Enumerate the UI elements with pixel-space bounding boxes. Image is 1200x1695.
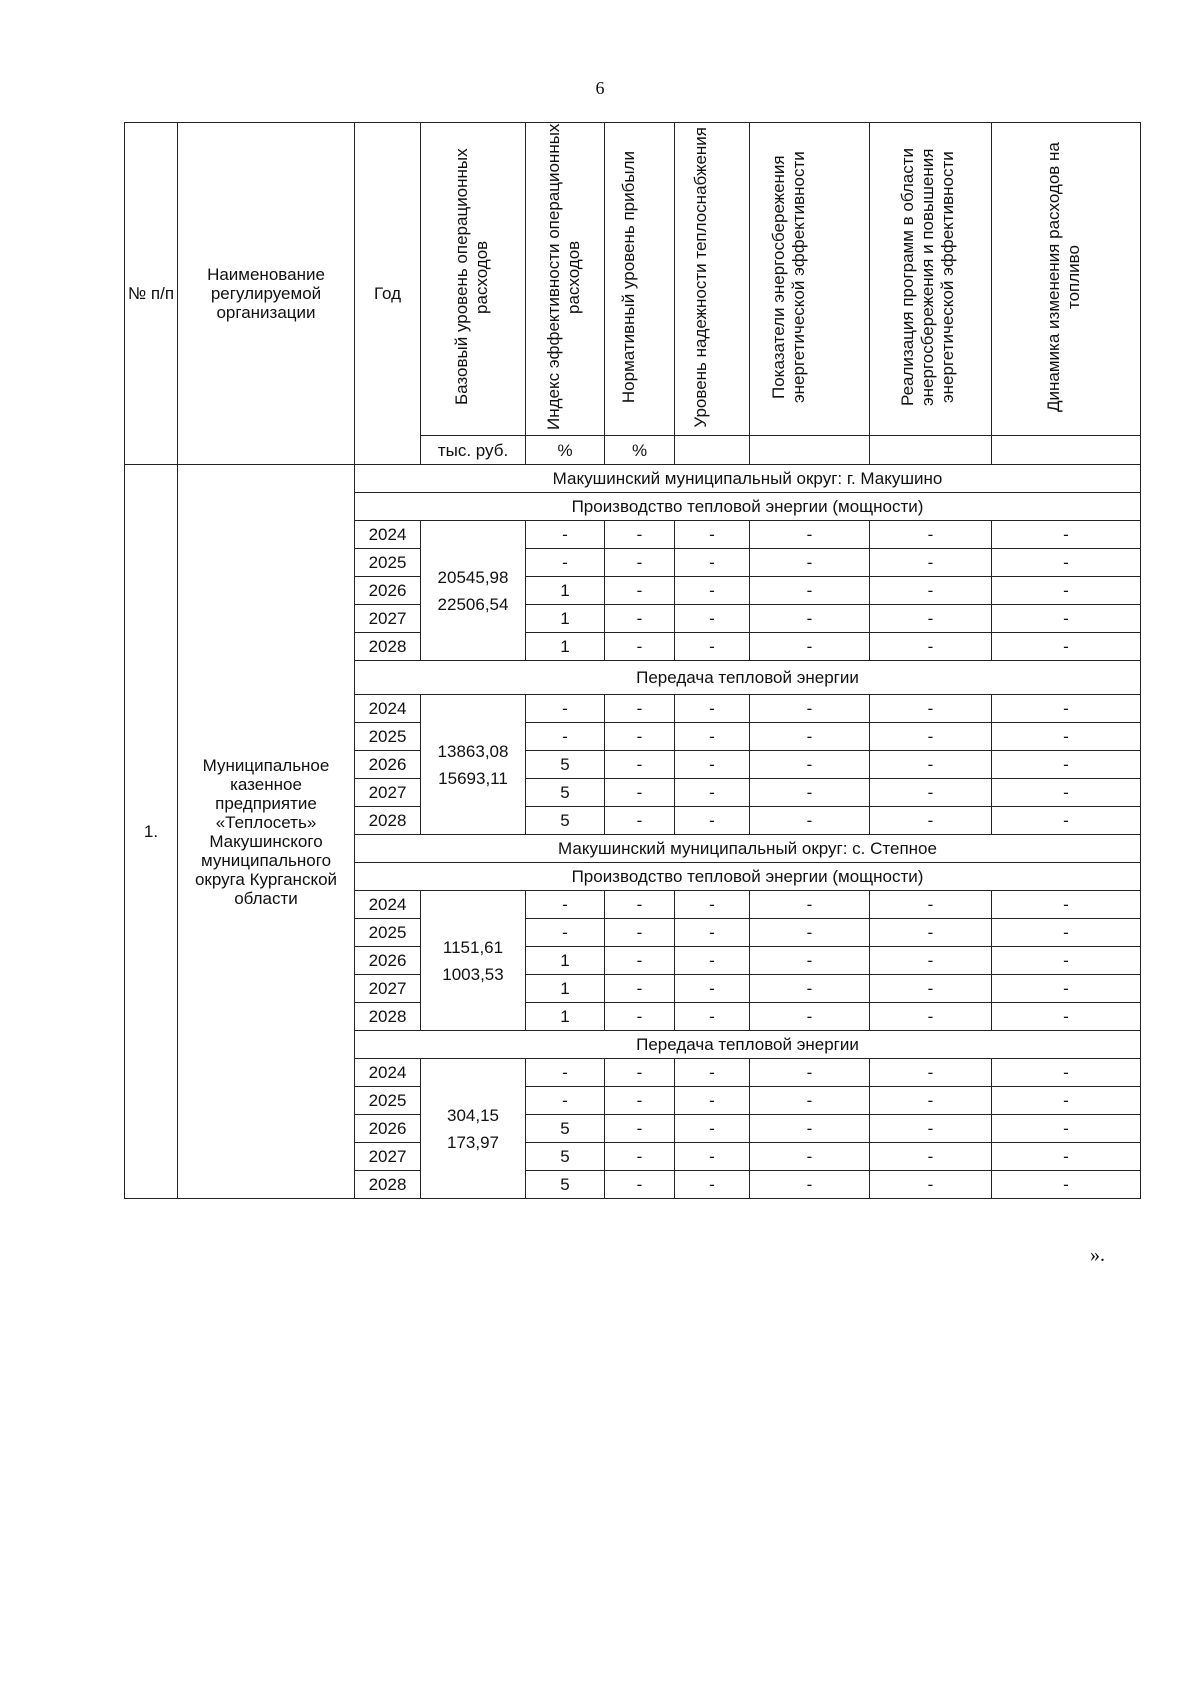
index-cell: - xyxy=(526,1087,605,1115)
dash-cell: - xyxy=(870,947,992,975)
dash-cell: - xyxy=(750,779,870,807)
index-cell: - xyxy=(526,695,605,723)
index-cell: 1 xyxy=(526,633,605,661)
section-title: Передача тепловой энергии xyxy=(355,1031,1141,1059)
dash-cell: - xyxy=(992,521,1141,549)
header-year: Год xyxy=(355,123,421,465)
regulation-table xyxy=(124,122,1141,1199)
base-cost-value: 173,97 xyxy=(447,1132,499,1152)
dash-cell: - xyxy=(605,695,675,723)
header-energy-indicators xyxy=(750,123,870,436)
dash-cell: - xyxy=(992,577,1141,605)
year-cell: 2028 xyxy=(355,807,421,835)
dash-cell: - xyxy=(675,1059,750,1087)
index-cell: - xyxy=(526,891,605,919)
dash-cell: - xyxy=(605,1003,675,1031)
index-cell: 5 xyxy=(526,1171,605,1199)
dash-cell: - xyxy=(870,549,992,577)
dash-cell: - xyxy=(870,1143,992,1171)
unit-profit: % xyxy=(605,436,675,465)
section-title: Макушинский муниципальный округ: с. Степное xyxy=(355,835,1141,863)
organization-name: Муниципальное казенное предприятие «Теплосеть» Макушинского муниципального округа Курганской области xyxy=(178,465,355,1199)
index-cell: 1 xyxy=(526,605,605,633)
dash-cell: - xyxy=(992,1115,1141,1143)
dash-cell: - xyxy=(675,521,750,549)
dash-cell: - xyxy=(870,1003,992,1031)
dash-cell: - xyxy=(605,947,675,975)
base-cost-value: 22506,54 xyxy=(437,594,509,614)
dash-cell: - xyxy=(675,633,750,661)
year-cell: 2026 xyxy=(355,947,421,975)
dash-cell: - xyxy=(992,919,1141,947)
year-cell: 2027 xyxy=(355,975,421,1003)
dash-cell: - xyxy=(605,919,675,947)
dash-cell: - xyxy=(992,1087,1141,1115)
year-cell: 2024 xyxy=(355,1059,421,1087)
base-cost-cell xyxy=(421,1059,526,1199)
dash-cell: - xyxy=(750,919,870,947)
dash-cell: - xyxy=(750,695,870,723)
dash-cell: - xyxy=(675,807,750,835)
year-cell: 2026 xyxy=(355,1115,421,1143)
dash-cell: - xyxy=(605,891,675,919)
index-cell: 1 xyxy=(526,947,605,975)
dash-cell: - xyxy=(605,1171,675,1199)
dash-cell: - xyxy=(992,695,1141,723)
year-cell: 2027 xyxy=(355,1143,421,1171)
dash-cell: - xyxy=(675,975,750,1003)
dash-cell: - xyxy=(992,891,1141,919)
dash-cell: - xyxy=(605,633,675,661)
index-cell: 1 xyxy=(526,1003,605,1031)
section-title: Производство тепловой энергии (мощности) xyxy=(355,493,1141,521)
dash-cell: - xyxy=(750,751,870,779)
dash-cell: - xyxy=(605,521,675,549)
section-title: Передача тепловой энергии xyxy=(355,661,1141,695)
base-cost-cell xyxy=(421,695,526,835)
header-org: Наименование регулируемой организации xyxy=(178,123,355,465)
dash-cell: - xyxy=(750,1143,870,1171)
unit-index: % xyxy=(526,436,605,465)
index-cell: 5 xyxy=(526,1115,605,1143)
dash-cell: - xyxy=(675,1087,750,1115)
index-cell: 5 xyxy=(526,807,605,835)
dash-cell: - xyxy=(605,807,675,835)
dash-cell: - xyxy=(750,947,870,975)
year-cell: 2024 xyxy=(355,521,421,549)
dash-cell: - xyxy=(992,549,1141,577)
dash-cell: - xyxy=(605,1115,675,1143)
dash-cell: - xyxy=(605,779,675,807)
header-energy-indicators-text: Показатели энергосбережения энергетической эффективности xyxy=(768,151,808,403)
dash-cell: - xyxy=(750,1059,870,1087)
dash-cell: - xyxy=(992,605,1141,633)
year-cell: 2024 xyxy=(355,695,421,723)
dash-cell: - xyxy=(605,1143,675,1171)
base-cost-value: 20545,98 xyxy=(437,567,509,587)
dash-cell: - xyxy=(675,1115,750,1143)
dash-cell: - xyxy=(992,1059,1141,1087)
year-cell: 2026 xyxy=(355,751,421,779)
index-cell: 1 xyxy=(526,577,605,605)
dash-cell: - xyxy=(605,723,675,751)
dash-cell: - xyxy=(870,1087,992,1115)
header-base xyxy=(421,123,526,436)
year-cell: 2025 xyxy=(355,1087,421,1115)
index-cell: 1 xyxy=(526,975,605,1003)
dash-cell: - xyxy=(992,751,1141,779)
dash-cell: - xyxy=(870,1059,992,1087)
year-cell: 2025 xyxy=(355,549,421,577)
dash-cell: - xyxy=(870,975,992,1003)
index-cell: 5 xyxy=(526,751,605,779)
dash-cell: - xyxy=(675,695,750,723)
dash-cell: - xyxy=(870,723,992,751)
base-cost-value: 15693,11 xyxy=(438,768,508,788)
dash-cell: - xyxy=(605,549,675,577)
year-cell: 2028 xyxy=(355,1171,421,1199)
dash-cell: - xyxy=(992,633,1141,661)
header-base-text: Базовый уровень операционных расходов xyxy=(452,148,491,406)
dash-cell: - xyxy=(675,1171,750,1199)
dash-cell: - xyxy=(870,605,992,633)
year-cell: 2027 xyxy=(355,605,421,633)
dash-cell: - xyxy=(992,1003,1141,1031)
header-programs xyxy=(870,123,992,436)
dash-cell: - xyxy=(870,751,992,779)
dash-cell: - xyxy=(992,975,1141,1003)
closing-quote: ». xyxy=(1090,1244,1105,1266)
dash-cell: - xyxy=(750,975,870,1003)
header-profit-text: Нормативный уровень прибыли xyxy=(618,150,638,404)
header-fuel-text: Динамика изменения расходов на топливо xyxy=(1044,142,1083,412)
dash-cell: - xyxy=(750,521,870,549)
dash-cell: - xyxy=(870,1171,992,1199)
base-cost-value: 1003,53 xyxy=(442,964,504,984)
dash-cell: - xyxy=(750,633,870,661)
dash-cell: - xyxy=(675,947,750,975)
dash-cell: - xyxy=(675,779,750,807)
dash-cell: - xyxy=(750,1171,870,1199)
base-cost-value: 304,15 xyxy=(447,1105,499,1125)
dash-cell: - xyxy=(605,1059,675,1087)
index-cell: - xyxy=(526,723,605,751)
dash-cell: - xyxy=(605,577,675,605)
dash-cell: - xyxy=(992,1143,1141,1171)
index-cell: 5 xyxy=(526,1143,605,1171)
year-cell: 2024 xyxy=(355,891,421,919)
dash-cell: - xyxy=(675,751,750,779)
header-profit xyxy=(605,123,675,436)
page-number: 6 xyxy=(595,78,605,98)
dash-cell: - xyxy=(750,1115,870,1143)
dash-cell: - xyxy=(992,779,1141,807)
unit-base: тыс. руб. xyxy=(421,436,526,465)
index-cell: 5 xyxy=(526,779,605,807)
dash-cell: - xyxy=(605,975,675,1003)
dash-cell: - xyxy=(750,891,870,919)
dash-cell: - xyxy=(675,919,750,947)
dash-cell: - xyxy=(675,891,750,919)
dash-cell: - xyxy=(992,723,1141,751)
dash-cell: - xyxy=(605,605,675,633)
header-index xyxy=(526,123,605,436)
section-title: Макушинский муниципальный округ: г. Макушино xyxy=(355,465,1141,493)
dash-cell: - xyxy=(675,1003,750,1031)
dash-cell: - xyxy=(750,723,870,751)
dash-cell: - xyxy=(870,1115,992,1143)
dash-cell: - xyxy=(870,521,992,549)
header-reliability-text: Уровень надежности теплоснабжения xyxy=(691,126,710,428)
index-cell: - xyxy=(526,919,605,947)
dash-cell: - xyxy=(870,807,992,835)
unit-reliability xyxy=(675,436,750,465)
base-cost-cell xyxy=(421,521,526,661)
unit-programs xyxy=(870,436,992,465)
dash-cell: - xyxy=(870,695,992,723)
dash-cell: - xyxy=(750,549,870,577)
dash-cell: - xyxy=(750,577,870,605)
index-cell: - xyxy=(526,521,605,549)
header-index-text: Индекс эффективности операционных расходов xyxy=(544,123,583,431)
year-cell: 2026 xyxy=(355,577,421,605)
year-cell: 2025 xyxy=(355,919,421,947)
base-cost-value: 13863,08 xyxy=(437,741,509,761)
unit-fuel xyxy=(992,436,1141,465)
dash-cell: - xyxy=(675,605,750,633)
dash-cell: - xyxy=(675,723,750,751)
dash-cell: - xyxy=(992,947,1141,975)
dash-cell: - xyxy=(870,891,992,919)
header-num: № п/п xyxy=(125,123,178,465)
dash-cell: - xyxy=(675,1143,750,1171)
dash-cell: - xyxy=(750,1003,870,1031)
dash-cell: - xyxy=(750,1087,870,1115)
dash-cell: - xyxy=(605,751,675,779)
header-row xyxy=(125,123,1141,436)
dash-cell: - xyxy=(750,807,870,835)
dash-cell: - xyxy=(675,577,750,605)
dash-cell: - xyxy=(992,1171,1141,1199)
year-cell: 2028 xyxy=(355,633,421,661)
dash-cell: - xyxy=(750,605,870,633)
dash-cell: - xyxy=(992,807,1141,835)
dash-cell: - xyxy=(870,577,992,605)
index-cell: - xyxy=(526,549,605,577)
unit-energy xyxy=(750,436,870,465)
dash-cell: - xyxy=(870,919,992,947)
year-cell: 2028 xyxy=(355,1003,421,1031)
dash-cell: - xyxy=(870,779,992,807)
header-fuel xyxy=(992,123,1141,436)
section-row xyxy=(125,465,1141,493)
row-number: 1. xyxy=(125,465,178,1199)
base-cost-value: 1151,61 xyxy=(442,937,504,957)
section-title: Производство тепловой энергии (мощности) xyxy=(355,863,1141,891)
year-cell: 2025 xyxy=(355,723,421,751)
header-programs-text: Реализация программ в области энергосбережения и повышения энергетической эффективности xyxy=(897,148,957,406)
dash-cell: - xyxy=(675,549,750,577)
dash-cell: - xyxy=(605,1087,675,1115)
header-reliability xyxy=(675,123,750,436)
dash-cell: - xyxy=(870,633,992,661)
base-cost-cell xyxy=(421,891,526,1031)
year-cell: 2027 xyxy=(355,779,421,807)
index-cell: - xyxy=(526,1059,605,1087)
